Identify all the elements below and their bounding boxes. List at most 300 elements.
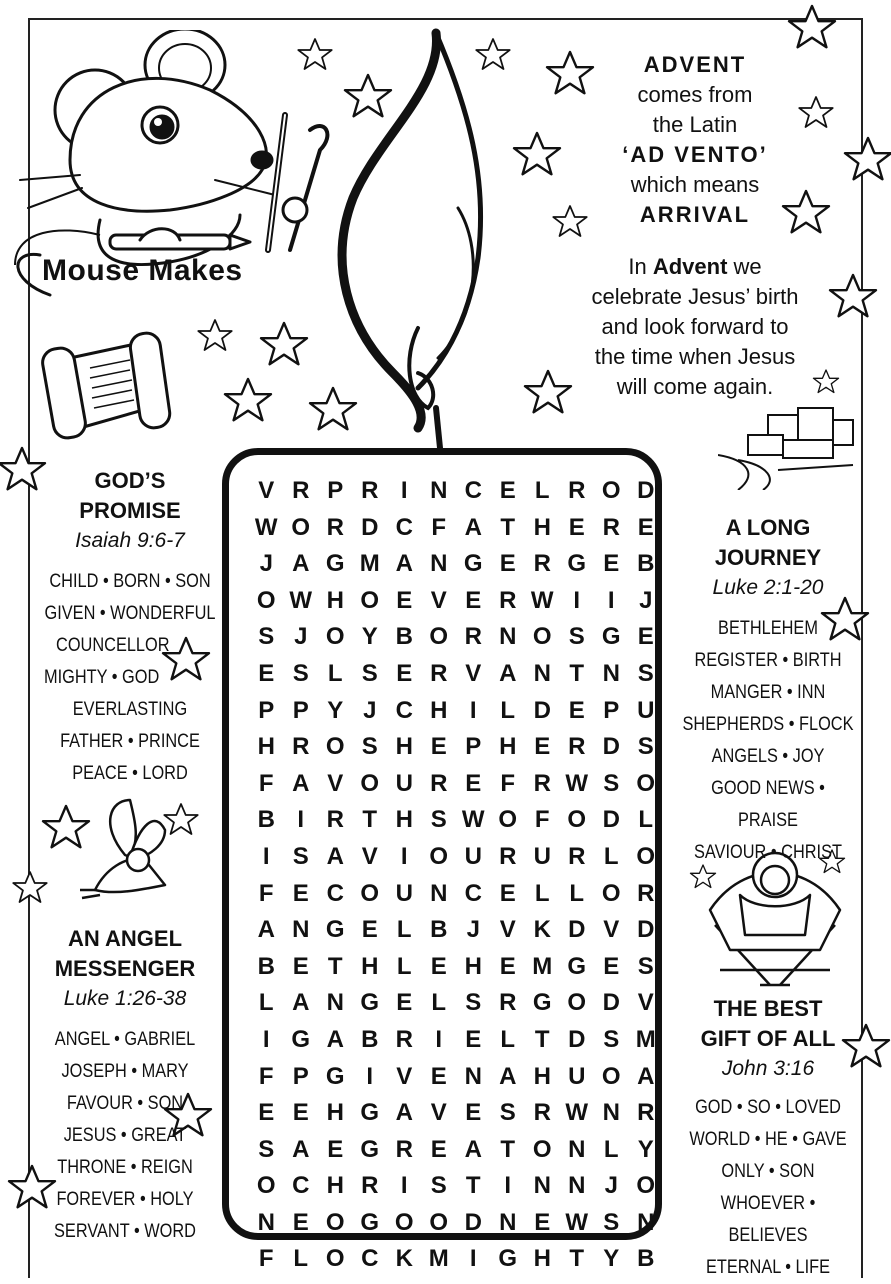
grid-letter[interactable]: B [430, 916, 448, 944]
grid-letter[interactable]: E [499, 550, 516, 578]
grid-letter[interactable]: H [499, 733, 517, 761]
grid-letter[interactable]: I [262, 1025, 270, 1053]
grid-letter[interactable]: E [603, 550, 620, 578]
grid-letter[interactable]: A [464, 513, 482, 541]
grid-letter[interactable]: B [257, 952, 275, 980]
grid-letter[interactable]: F [258, 769, 274, 797]
grid-letter[interactable]: L [500, 696, 516, 724]
grid-letter[interactable]: I [400, 1172, 408, 1200]
grid-letter[interactable]: J [639, 586, 653, 614]
grid-letter[interactable]: J [604, 1172, 618, 1200]
grid-letter[interactable]: E [465, 1025, 482, 1053]
grid-letter[interactable]: E [465, 769, 482, 797]
grid-letter[interactable]: A [637, 1062, 655, 1090]
grid-letter[interactable]: I [469, 696, 477, 724]
grid-letter[interactable]: D [637, 916, 655, 944]
grid-letter[interactable]: R [361, 1172, 379, 1200]
grid-letter[interactable]: R [499, 842, 517, 870]
section-title: A LONG [725, 515, 811, 540]
grid-letter[interactable]: N [326, 989, 344, 1017]
grid-letter[interactable]: P [292, 1062, 309, 1090]
advent-line: which means [630, 172, 760, 197]
grid-letter[interactable]: U [395, 879, 413, 907]
grid-letter[interactable]: S [430, 1172, 447, 1200]
grid-letter[interactable]: R [292, 477, 310, 504]
grid-letter[interactable]: E [534, 1208, 551, 1236]
grid-letter[interactable]: A [292, 989, 310, 1017]
grid-letter[interactable]: L [534, 477, 550, 504]
word-list-line: WORLD • HE • GAVE [689, 1129, 847, 1150]
grid-letter[interactable]: D [533, 696, 551, 724]
grid-letter[interactable]: V [361, 842, 378, 870]
word-list-line: EVERLASTING [72, 699, 188, 720]
grid-letter[interactable]: E [568, 696, 585, 724]
star-icon [13, 872, 46, 902]
ad-vento-word: ‘AD VENTO’ [622, 142, 768, 167]
grid-letter[interactable]: E [499, 477, 516, 504]
grid-letter[interactable]: U [533, 842, 551, 870]
grid-letter[interactable]: S [465, 989, 482, 1017]
grid-letter[interactable]: W [565, 1208, 589, 1236]
grid-letter[interactable]: I [573, 586, 581, 614]
grid-letter[interactable]: E [396, 659, 413, 687]
grid-letter[interactable]: E [465, 586, 482, 614]
grid-letter[interactable]: N [499, 623, 517, 651]
grid-letter[interactable]: O [532, 1135, 552, 1163]
grid-letter[interactable]: L [569, 879, 585, 907]
grid-letter[interactable]: V [603, 916, 620, 944]
grid-letter[interactable]: V [430, 586, 447, 614]
grid-letter[interactable]: N [637, 1208, 655, 1236]
grid-letter[interactable]: H [533, 513, 551, 541]
grid-letter[interactable]: W [565, 769, 589, 797]
grid-letter[interactable]: S [603, 1208, 620, 1236]
grid-letter[interactable]: S [361, 733, 378, 761]
grid-letter[interactable]: O [325, 1208, 345, 1236]
grid-letter[interactable]: O [325, 1245, 345, 1273]
grid-letter[interactable]: H [464, 952, 482, 980]
grid-letter[interactable]: F [431, 513, 447, 541]
scripture-reference: Luke 1:26-38 [63, 987, 187, 1010]
grid-letter[interactable]: T [500, 513, 516, 541]
grid-letter[interactable]: I [469, 1245, 477, 1273]
grid-letter[interactable]: D [602, 733, 620, 761]
grid-letter[interactable]: D [361, 513, 379, 541]
grid-letter[interactable]: O [394, 1208, 414, 1236]
grid-letter[interactable]: R [395, 1135, 413, 1163]
grid-letter[interactable]: S [603, 769, 620, 797]
grid-letter[interactable]: A [326, 842, 344, 870]
grid-letter[interactable]: E [258, 659, 275, 687]
grid-letter[interactable]: E [637, 623, 654, 651]
grid-letter[interactable]: J [363, 696, 377, 724]
grid-letter[interactable]: R [326, 513, 344, 541]
grid-letter[interactable]: N [430, 879, 448, 907]
grid-row [249, 729, 663, 766]
grid-letter[interactable]: W [254, 513, 278, 541]
grid-letter[interactable]: C [395, 696, 413, 724]
grid-letter[interactable]: H [533, 1062, 551, 1090]
grid-letter[interactable]: M [428, 1245, 449, 1273]
grid-letter[interactable]: T [534, 1025, 550, 1053]
word-list-line: ETERNAL • LIFE [705, 1257, 831, 1278]
grid-letter[interactable]: C [464, 477, 482, 504]
grid-letter[interactable]: B [637, 1245, 655, 1273]
grid-letter[interactable]: O [601, 879, 621, 907]
grid-letter[interactable]: J [294, 623, 308, 651]
grid-letter[interactable]: N [499, 1208, 517, 1236]
grid-letter[interactable]: B [361, 1025, 379, 1053]
grid-letter[interactable]: S [430, 806, 447, 834]
grid-letter[interactable]: H [326, 586, 344, 614]
grid-letter[interactable]: S [258, 1135, 275, 1163]
word-list-line: BETHLEHEM [718, 618, 818, 639]
grid-letter[interactable]: R [637, 879, 655, 907]
grid-letter[interactable]: N [568, 1135, 586, 1163]
grid-letter[interactable]: J [259, 550, 273, 578]
grid-letter[interactable]: A [292, 769, 310, 797]
grid-letter[interactable]: J [466, 916, 480, 944]
grid-letter[interactable]: I [400, 477, 408, 504]
grid-letter[interactable]: I [297, 806, 305, 834]
grid-letter[interactable]: O [429, 842, 449, 870]
grid-letter[interactable]: O [429, 1208, 449, 1236]
grid-letter[interactable]: L [603, 842, 619, 870]
advent-text: we [727, 254, 762, 279]
grid-letter[interactable]: H [533, 1245, 551, 1273]
grid-letter[interactable]: F [534, 806, 550, 834]
advent-info [560, 50, 830, 402]
grid-letter[interactable]: V [465, 659, 482, 687]
grid-letter[interactable]: M [359, 550, 380, 578]
grid-letter[interactable]: D [568, 916, 586, 944]
grid-letter[interactable]: S [637, 733, 654, 761]
grid-letter[interactable]: W [530, 586, 554, 614]
grid-letter[interactable]: S [568, 623, 585, 651]
grid-letter[interactable]: F [258, 879, 274, 907]
grid-letter[interactable]: P [292, 696, 309, 724]
grid-letter[interactable]: G [325, 550, 345, 578]
grid-letter[interactable]: I [504, 1172, 512, 1200]
grid-letter[interactable]: G [532, 989, 552, 1017]
grid-letter[interactable]: N [568, 1172, 586, 1200]
grid-letter[interactable]: N [533, 1172, 551, 1200]
grid-letter[interactable]: A [257, 916, 275, 944]
grid-letter[interactable]: S [637, 659, 654, 687]
gods-promise-section [30, 466, 230, 790]
grid-letter[interactable]: S [292, 659, 309, 687]
grid-letter[interactable]: I [366, 1062, 374, 1090]
grid-letter[interactable]: V [327, 769, 344, 797]
grid-letter[interactable]: S [258, 623, 275, 651]
grid-letter[interactable]: I [607, 586, 615, 614]
grid-letter[interactable]: O [360, 769, 380, 797]
grid-letter[interactable]: L [293, 1245, 309, 1273]
grid-letter[interactable]: V [258, 477, 275, 504]
grid-letter[interactable]: L [500, 1025, 516, 1053]
grid-letter[interactable]: O [256, 586, 276, 614]
grid-letter[interactable]: T [500, 1135, 516, 1163]
grid-letter[interactable]: R [602, 513, 620, 541]
grid-letter[interactable]: R [568, 477, 586, 504]
grid-letter[interactable]: C [395, 513, 413, 541]
grid-letter[interactable]: N [430, 550, 448, 578]
grid-letter[interactable]: O [636, 842, 656, 870]
grid-letter[interactable]: E [361, 916, 378, 944]
grid-letter[interactable]: N [464, 1062, 482, 1090]
grid-letter[interactable]: G [463, 550, 483, 578]
grid-letter[interactable]: L [431, 989, 447, 1017]
grid-letter[interactable]: A [499, 659, 517, 687]
grid-letter[interactable]: O [532, 623, 552, 651]
grid-letter[interactable]: I [400, 842, 408, 870]
grid-letter[interactable]: G [325, 1062, 345, 1090]
grid-letter[interactable]: O [567, 806, 587, 834]
grid-letter[interactable]: W [289, 586, 313, 614]
grid-letter[interactable]: H [361, 952, 379, 980]
grid-letter[interactable]: R [430, 769, 448, 797]
grid-letter[interactable]: N [292, 916, 310, 944]
grid-letter[interactable]: H [326, 1172, 344, 1200]
grid-letter[interactable]: E [499, 952, 516, 980]
grid-letter[interactable]: H [395, 733, 413, 761]
word-list-line: GIVEN • WONDERFUL [44, 603, 216, 624]
grid-letter[interactable]: E [292, 952, 309, 980]
word-list-line: JESUS • GREAT [63, 1125, 187, 1146]
grid-letter[interactable]: P [327, 477, 344, 504]
grid-letter[interactable]: E [430, 1135, 447, 1163]
grid-letter[interactable]: G [360, 1208, 380, 1236]
grid-letter[interactable]: F [258, 1245, 274, 1273]
grid-letter[interactable]: S [603, 1025, 620, 1053]
grid-row [249, 619, 663, 656]
grid-letter[interactable]: V [396, 1062, 413, 1090]
grid-letter[interactable]: U [568, 1062, 586, 1090]
grid-letter[interactable]: Y [361, 623, 378, 651]
word-list-line: SERVANT • WORD [54, 1221, 196, 1242]
grid-letter[interactable]: V [499, 916, 516, 944]
grid-letter[interactable]: R [568, 733, 586, 761]
grid-letter[interactable]: K [533, 916, 551, 944]
grid-letter[interactable]: O [429, 623, 449, 651]
grid-letter[interactable]: E [430, 1062, 447, 1090]
grid-letter[interactable]: O [256, 1172, 276, 1200]
advent-word: ADVENT [643, 52, 747, 77]
grid-letter[interactable]: T [569, 1245, 585, 1273]
grid-letter[interactable]: V [637, 989, 654, 1017]
grid-letter[interactable]: R [499, 586, 517, 614]
grid-letter[interactable]: O [360, 879, 380, 907]
grid-letter[interactable]: D [602, 806, 620, 834]
advent-celebrate-line [560, 252, 830, 282]
grid-letter[interactable]: G [601, 623, 621, 651]
grid-letter[interactable]: D [602, 989, 620, 1017]
grid-letter[interactable]: Y [603, 1245, 620, 1273]
grid-letter[interactable]: T [362, 806, 378, 834]
grid-letter[interactable]: D [568, 1025, 586, 1053]
grid-letter[interactable]: L [258, 989, 274, 1017]
grid-letter[interactable]: R [464, 623, 482, 651]
grid-letter[interactable]: R [326, 806, 344, 834]
grid-letter[interactable]: A [499, 1062, 517, 1090]
section-title: PROMISE [79, 498, 181, 523]
grid-letter[interactable]: N [257, 1208, 275, 1236]
star-icon [198, 320, 231, 350]
grid-letter[interactable]: G [360, 1135, 380, 1163]
grid-letter[interactable]: L [603, 1135, 619, 1163]
grid-letter[interactable]: M [532, 952, 553, 980]
grid-letter[interactable]: I [435, 1025, 443, 1053]
grid-letter[interactable]: G [567, 952, 587, 980]
grid-letter[interactable]: R [499, 989, 517, 1017]
grid-letter[interactable]: O [325, 623, 345, 651]
grid-letter[interactable]: O [636, 1172, 656, 1200]
grid-letter[interactable]: R [361, 477, 379, 504]
grid-letter[interactable]: B [257, 806, 275, 834]
grid-letter[interactable]: W [565, 1099, 589, 1127]
word-list-line: ANGELS • JOY [711, 746, 825, 767]
grid-letter[interactable]: F [258, 1062, 274, 1090]
grid-letter[interactable]: T [465, 1172, 481, 1200]
grid-letter[interactable]: I [262, 842, 270, 870]
grid-letter[interactable]: H [430, 696, 448, 724]
grid-letter[interactable]: G [291, 1025, 311, 1053]
grid-letter[interactable]: H [257, 733, 275, 761]
grid-letter[interactable]: O [498, 806, 518, 834]
grid-letter[interactable]: E [430, 952, 447, 980]
best-gift-section [668, 994, 868, 1284]
grid-letter[interactable]: C [464, 879, 482, 907]
grid-letter[interactable]: E [292, 1208, 309, 1236]
grid-letter[interactable]: A [395, 550, 413, 578]
word-list-line: FOREVER • HOLY [56, 1189, 194, 1210]
grid-letter[interactable]: K [395, 1245, 413, 1273]
grid-letter[interactable]: L [396, 952, 412, 980]
grid-letter[interactable]: A [395, 1099, 413, 1127]
grid-letter[interactable]: R [533, 1099, 551, 1127]
grid-letter[interactable]: W [461, 806, 485, 834]
grid-letter[interactable]: E [603, 952, 620, 980]
grid-letter[interactable]: R [637, 1099, 655, 1127]
grid-letter[interactable]: E [292, 879, 309, 907]
grid-letter[interactable]: T [327, 952, 343, 980]
grid-letter[interactable]: E [499, 879, 516, 907]
grid-letter[interactable]: R [568, 842, 586, 870]
grid-letter[interactable]: O [636, 769, 656, 797]
grid-letter[interactable]: S [499, 1099, 516, 1127]
grid-letter[interactable]: B [637, 550, 655, 578]
grid-letter[interactable]: R [292, 733, 310, 761]
grid-letter[interactable]: V [430, 1099, 447, 1127]
grid-letter[interactable]: O [567, 989, 587, 1017]
grid-letter[interactable]: E [292, 1099, 309, 1127]
grid-letter[interactable]: G [498, 1245, 518, 1273]
grid-letter[interactable]: U [464, 842, 482, 870]
grid-letter[interactable]: L [638, 806, 654, 834]
grid-letter[interactable]: A [326, 1025, 344, 1053]
grid-letter[interactable]: S [637, 952, 654, 980]
grid-letter[interactable]: R [533, 550, 551, 578]
grid-letter[interactable]: O [601, 1062, 621, 1090]
grid-letter[interactable]: H [326, 1099, 344, 1127]
grid-letter[interactable]: O [360, 586, 380, 614]
grid-letter[interactable]: M [635, 1025, 656, 1053]
grid-letter[interactable]: E [327, 1135, 344, 1163]
grid-letter[interactable]: H [395, 806, 413, 834]
grid-letter[interactable]: O [601, 477, 621, 504]
grid-letter[interactable]: S [361, 659, 378, 687]
grid-letter[interactable]: E [534, 733, 551, 761]
grid-letter[interactable]: R [533, 769, 551, 797]
word-list-line: ANGEL • GABRIEL [54, 1029, 196, 1050]
grid-letter[interactable]: O [291, 513, 311, 541]
grid-letter[interactable]: S [292, 842, 309, 870]
grid-letter[interactable]: G [360, 1099, 380, 1127]
grid-letter[interactable]: E [465, 1099, 482, 1127]
word-list-line: WHOEVER • BELIEVES [720, 1193, 816, 1246]
grid-letter[interactable]: P [603, 696, 620, 724]
grid-letter[interactable]: T [569, 659, 585, 687]
word-list-line: ONLY • SON [721, 1161, 815, 1182]
grid-letter[interactable]: G [325, 916, 345, 944]
grid-letter[interactable]: N [533, 659, 551, 687]
grid-letter[interactable]: U [395, 769, 413, 797]
section-title: GIFT OF ALL [700, 1026, 836, 1051]
word-list-line: GOD • SO • LOVED [695, 1097, 841, 1118]
grid-letter[interactable]: D [464, 1208, 482, 1236]
scroll-icon [40, 318, 180, 448]
grid-letter[interactable]: E [637, 513, 654, 541]
grid-letter[interactable]: C [292, 1172, 310, 1200]
grid-letter[interactable]: D [637, 477, 655, 504]
grid-letter[interactable]: L [534, 879, 550, 907]
word-list-line: COUNCELLOR [56, 635, 170, 656]
grid-letter[interactable]: A [292, 550, 310, 578]
grid-letter[interactable]: N [602, 1099, 620, 1127]
grid-letter[interactable]: Y [327, 696, 344, 724]
scripture-reference: Isaiah 9:6-7 [75, 529, 185, 552]
grid-letter[interactable]: G [567, 550, 587, 578]
grid-letter[interactable]: R [430, 659, 448, 687]
section-title: AN ANGEL [67, 926, 183, 951]
grid-letter[interactable]: B [395, 623, 413, 651]
grid-letter[interactable]: N [602, 659, 620, 687]
grid-letter[interactable]: E [396, 989, 413, 1017]
grid-letter[interactable]: C [361, 1245, 379, 1273]
grid-row [249, 802, 663, 839]
grid-letter[interactable]: E [568, 513, 585, 541]
grid-letter[interactable]: P [258, 696, 275, 724]
word-list-line: MIGHTY • GOD [44, 667, 160, 688]
grid-letter[interactable]: L [327, 659, 343, 687]
grid-row [249, 985, 663, 1022]
grid-letter[interactable]: G [360, 989, 380, 1017]
grid-letter[interactable]: E [430, 733, 447, 761]
grid-letter[interactable]: A [292, 1135, 310, 1163]
grid-letter[interactable]: R [395, 1025, 413, 1053]
grid-letter[interactable]: O [325, 733, 345, 761]
grid-letter[interactable]: A [464, 1135, 482, 1163]
grid-letter[interactable]: N [430, 477, 448, 504]
grid-letter[interactable]: Y [637, 1135, 654, 1163]
grid-letter[interactable]: F [500, 769, 516, 797]
grid-letter[interactable]: P [465, 733, 482, 761]
grid-letter[interactable]: C [326, 879, 344, 907]
grid-letter[interactable]: L [396, 916, 412, 944]
grid-letter[interactable]: U [637, 696, 655, 724]
grid-letter[interactable]: E [258, 1099, 275, 1127]
grid-letter[interactable]: E [396, 586, 413, 614]
